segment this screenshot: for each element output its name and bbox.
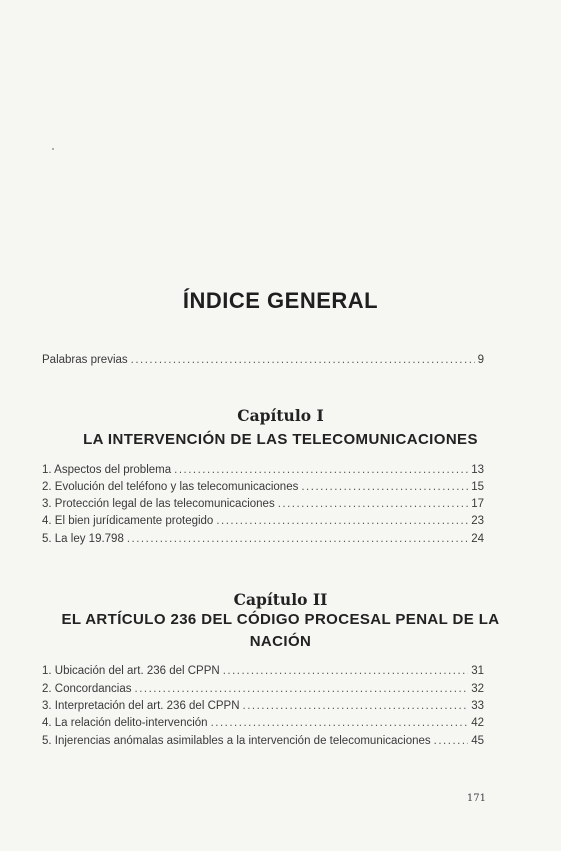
dot-leader [174,464,468,476]
toc-entry-label: 5. La ley 19.798 [42,533,124,545]
index-title: ÍNDICE GENERAL [182,288,379,313]
chapter-1-title: LA INTERVENCIÓN DE LAS TELECOMUNICACIONES [83,431,478,448]
toc-entry-page: 13 [471,464,484,476]
toc-entry-page: 42 [471,717,484,729]
toc-entry-page: 32 [471,683,484,695]
dot-leader [135,683,469,695]
toc-entry [42,533,484,549]
dot-leader [127,533,468,545]
toc-entry-label: 1. Aspectos del problema [42,464,172,476]
toc-entry-label: 3. Protección legal de las telecomunicaciones [42,498,275,510]
chapter-1-heading: Capítulo I [237,406,324,425]
dot-leader [301,481,468,493]
dot-leader [131,354,475,366]
toc-entry-label: 2. Concordancias [42,683,132,695]
toc-entry-label: 5. Injerencias anómalas asimilables a la intervención de telecomunicaciones [42,735,431,747]
toc-entry-page: 33 [471,700,484,712]
dot-leader [211,717,469,729]
toc-entry [42,481,484,497]
toc-entry-page: 23 [471,515,484,527]
toc-entry [42,700,484,716]
toc-entry-label: 4. El bien jurídicamente protegido [42,515,214,527]
toc-entry-page: 24 [471,533,484,545]
toc-entry [42,683,484,699]
toc-entry-page: 9 [477,354,484,366]
toc-entry-label: Palabras previas [42,354,128,366]
dot-leader [223,665,468,677]
toc-entry-intro [42,354,484,370]
toc-entry [42,665,484,681]
toc-entry [42,464,484,480]
toc-entry-label: 2. Evolución del teléfono y las telecomunicaciones [42,481,299,493]
toc-entry-label: 3. Interpretación del art. 236 del CPPN [42,700,240,712]
toc-entry [42,717,484,733]
chapter-2-title: EL ARTÍCULO 236 DEL CÓDIGO PROCESAL PENAL DE LA NACIÓN [61,611,500,650]
dot-leader [216,515,468,527]
dot-leader [434,735,469,747]
paper-speck [52,148,54,150]
toc-entry-page: 17 [471,498,484,510]
toc-entry-label: 1. Ubicación del art. 236 del CPPN [42,665,220,677]
dot-leader [278,498,469,510]
toc-entry-page: 45 [471,735,484,747]
toc-entry [42,735,484,751]
toc-entry [42,498,484,514]
dot-leader [243,700,469,712]
page-number: 171 [466,793,486,804]
toc-entry-page: 31 [471,665,484,677]
toc-entry-label: 4. La relación delito-intervención [42,717,208,729]
toc-entry [42,515,484,531]
toc-entry-page: 15 [471,481,484,493]
chapter-2-heading: Capítulo II [233,590,328,609]
